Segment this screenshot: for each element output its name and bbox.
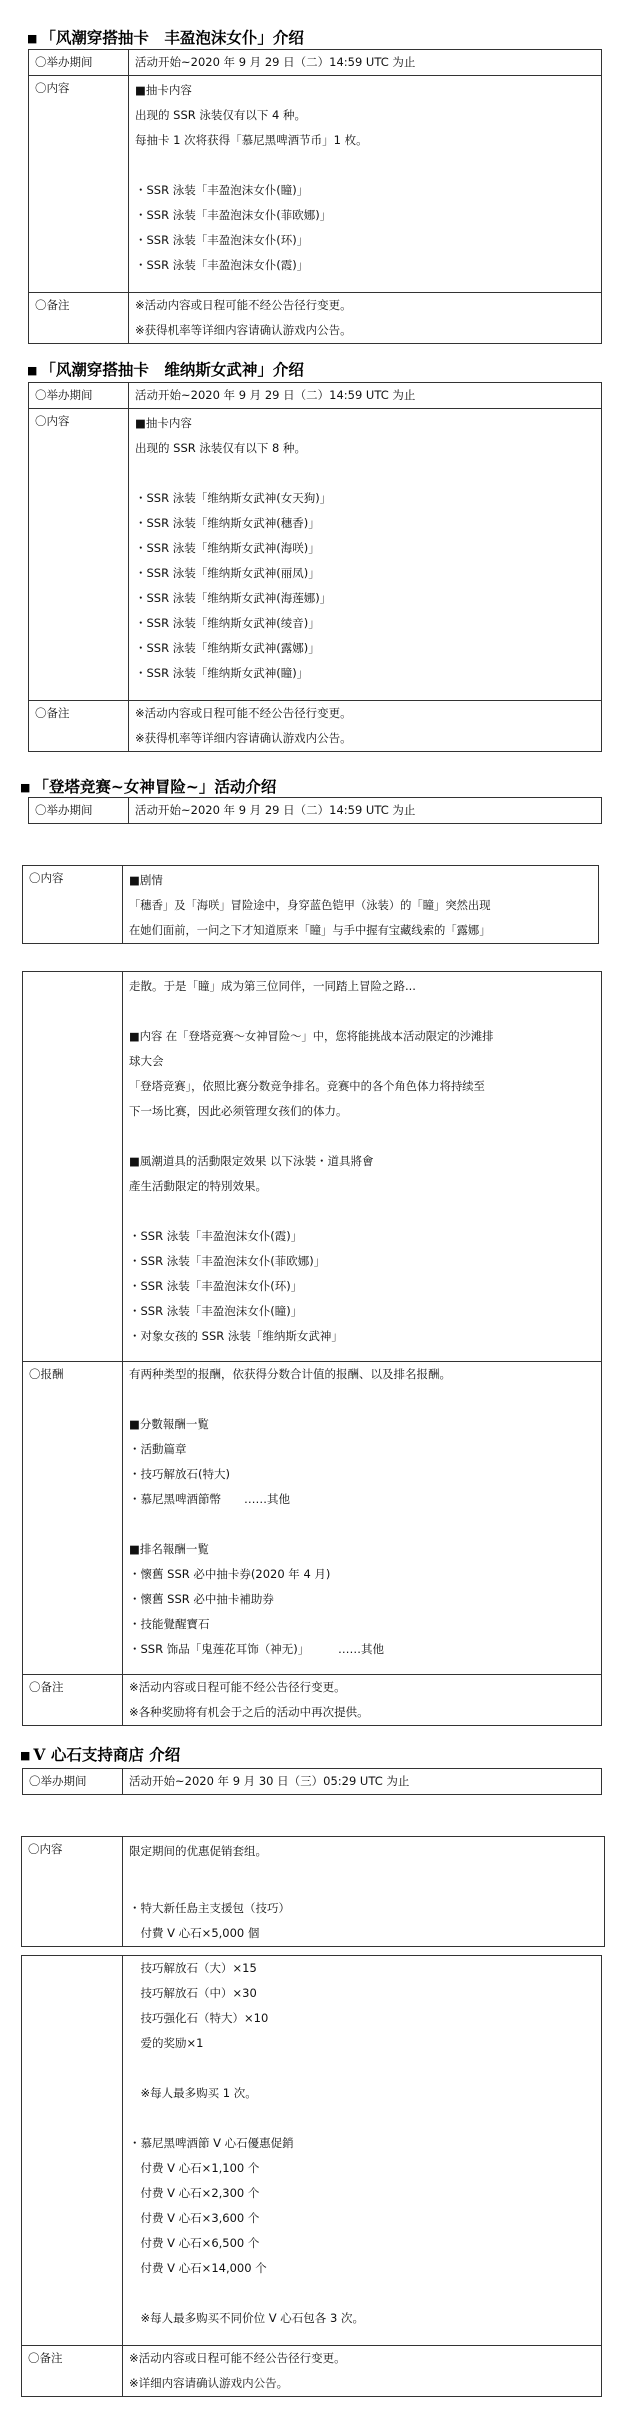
venus-gacha-table xyxy=(28,382,602,752)
table-row-content xyxy=(22,1837,605,1947)
content-cell: ■抽卡内容 出现的 SSR 泳装仅有以下 4 种。 每抽卡 1 次将获得「慕尼黑啤酒节币」1 枚。 ・SSR 泳装「丰盈泡沫女仆(瞳)」 ・SSR 泳装「丰盈泡沫女仆(菲欧娜)」 ・SSR 泳装「丰盈泡沫女仆(环)」 ・SSR 泳装「丰盈泡沫女仆(霞)」 xyxy=(129,76,602,293)
notes-label: 〇备注 xyxy=(22,2346,123,2397)
period-label: 〇举办期间 xyxy=(29,383,129,409)
v-stone-content-table-2 xyxy=(21,1955,602,2397)
content-label: 〇内容 xyxy=(29,409,129,701)
content-cell: 限定期间的优惠促销套组。 ・特大新任島主支援包（技巧） 付費 V 心石×5,000 個 xyxy=(123,1837,605,1947)
list-item: ・SSR 泳装「丰盈泡沫女仆(菲欧娜)」 xyxy=(129,1254,326,1268)
period-label: 〇举办期间 xyxy=(29,798,129,824)
list-item: ・SSR 泳装「维纳斯女武神(丽凤)」 xyxy=(135,566,320,580)
content-label: 〇内容 xyxy=(23,866,123,944)
list-item: ・SSR 泳装「维纳斯女武神(海咲)」 xyxy=(135,541,320,555)
list-item: ・SSR 泳装「丰盈泡沫女仆(霞)」 xyxy=(135,258,309,272)
list-item: ・SSR 泳装「维纳斯女武神(瞳)」 xyxy=(135,666,309,680)
list-item: ・SSR 泳装「维纳斯女武神(露娜)」 xyxy=(135,641,320,655)
table-row-notes xyxy=(22,2346,602,2397)
tower-race-content-table-1 xyxy=(22,865,599,944)
maid-gacha-table xyxy=(28,49,602,344)
content-label: 〇内容 xyxy=(22,1837,123,1947)
table-row-content xyxy=(23,866,599,944)
notes-label: 〇备注 xyxy=(29,701,129,752)
list-item: ・懷舊 SSR 必中抽卡補助券 xyxy=(129,1592,274,1606)
square-bullet-icon: ■ xyxy=(27,364,38,377)
list-item: ・SSR 泳装「维纳斯女武神(海莲娜)」 xyxy=(135,591,332,605)
table-row-content xyxy=(29,76,602,293)
section-heading-maid-gacha: ■ 「风潮穿搭抽卡 丰盈泡沫女仆」介绍 xyxy=(27,28,304,47)
table-row-notes xyxy=(29,701,602,752)
table-row-content xyxy=(29,409,602,701)
list-item: ・懷舊 SSR 必中抽卡券(2020 年 4 月) xyxy=(129,1567,331,1581)
period-value: 活动开始~2020 年 9 月 29 日（二）14:59 UTC 为止 xyxy=(129,383,602,409)
notes-label: 〇备注 xyxy=(23,1675,123,1726)
table-row-period xyxy=(29,383,602,409)
table-row-notes xyxy=(29,293,602,344)
period-value: 活动开始~2020 年 9 月 29 日（二）14:59 UTC 为止 xyxy=(129,50,602,76)
list-item: ・SSR 泳装「丰盈泡沫女仆(霞)」 xyxy=(129,1229,303,1243)
notes-cell: ※活动内容或日程可能不经公告径行变更。 ※详细内容请确认游戏内公告。 xyxy=(123,2346,602,2397)
list-item: ・SSR 饰品「鬼莲花耳饰（神无)」 ……其他 xyxy=(129,1642,384,1656)
square-bullet-icon: ■ xyxy=(27,32,38,45)
period-value: 活动开始~2020 年 9 月 30 日（三）05:29 UTC 为止 xyxy=(123,1769,602,1795)
square-bullet-icon: ■ xyxy=(20,781,31,794)
table-row-period xyxy=(29,798,602,824)
list-item: ・SSR 泳装「丰盈泡沫女仆(瞳)」 xyxy=(129,1304,303,1318)
period-value: 活动开始~2020 年 9 月 29 日（二）14:59 UTC 为止 xyxy=(129,798,602,824)
list-item: ・特大新任島主支援包（技巧） xyxy=(129,1901,290,1915)
section-heading-tower-race: ■ 「登塔竞赛~女神冒险~」活动介绍 xyxy=(20,777,277,796)
list-item: ・SSR 泳装「丰盈泡沫女仆(菲欧娜)」 xyxy=(135,208,332,222)
section-heading-v-stone-shop: ■ V 心石支持商店 介绍 xyxy=(20,1745,181,1764)
table-row-notes xyxy=(23,1675,602,1726)
table-row-content-continued xyxy=(23,972,602,1362)
tower-race-content-table-2 xyxy=(22,971,602,1726)
list-item: ・慕尼黑啤酒節 V 心石優惠促銷 xyxy=(129,2136,294,2150)
table-row-period xyxy=(23,1769,602,1795)
table-row-rewards xyxy=(23,1362,602,1675)
list-item: ・SSR 泳装「维纳斯女武神(绫音)」 xyxy=(135,616,320,630)
rewards-cell: 有两种类型的报酬，依获得分数合计值的报酬、以及排名报酬。 ■分數報酬一覧 ・活動篇章 ・技巧解放石(特大) ・慕尼黑啤酒節幣 ……其他 ■排名報酬一覧 ・懷舊 SSR 必中抽卡券(2020 年 4 月) ・懷舊 SSR 必中抽卡補助券 ・技能覺醒寶石 ・SSR 饰品「鬼莲花耳饰（神无)」 ……其他 xyxy=(123,1362,602,1675)
list-item: ・SSR 泳装「维纳斯女武神(女天狗)」 xyxy=(135,491,332,505)
notes-cell: ※活动内容或日程可能不经公告径行变更。 ※获得机率等详细内容请确认游戏内公告。 xyxy=(129,293,602,344)
list-item: ・技巧解放石(特大) xyxy=(129,1467,230,1481)
content-cell: 走散。于是「瞳」成为第三位同伴，一同踏上冒险之路... ■内容 在「登塔竞赛～女神冒险～」中，您将能挑战本活动限定的沙滩排 球大会 「登塔竞赛」，依照比赛分数竞争排名。竞赛中的各个角色体力将持续至 下一场比赛，因此必须管理女孩们的体力。 ■風潮道具的活動限定效果 以下泳裝・道具將會 產生活動限定的特別效果。 ・SSR 泳装「丰盈泡沫女仆(霞)」 ・SSR 泳装「丰盈泡沫女仆(菲欧娜)」 ・SSR 泳装「丰盈泡沫女仆(环)」 ・SSR 泳装「丰盈泡沫女仆(瞳)」 ・对象女孩的 SSR 泳装「维纳斯女武神」 xyxy=(123,972,602,1362)
list-item: ・慕尼黑啤酒節幣 ……其他 xyxy=(129,1492,290,1506)
content-cell: 技巧解放石（大）×15 技巧解放石（中）×30 技巧强化石（特大）×10 爱的奖励×1 ※每人最多购买 1 次。 ・慕尼黑啤酒節 V 心石優惠促銷 付费 V 心石×1,100 个 付费 V 心石×2,300 个 付费 V 心石×3,600 个 付费 V 心石×6,500 个 付费 V 心石×14,000 个 ※每人最多购买不同价位 V 心石包各 3 次。 xyxy=(123,1956,602,2346)
v-stone-period-table xyxy=(22,1768,602,1795)
list-item: ・活動篇章 xyxy=(129,1442,187,1456)
table-row-content-continued xyxy=(22,1956,602,2346)
list-item: ・技能覺醒寶石 xyxy=(129,1617,210,1631)
section-heading-venus-gacha: ■ 「风潮穿搭抽卡 维纳斯女武神」介绍 xyxy=(27,360,304,379)
v-stone-content-table-1 xyxy=(21,1836,605,1947)
content-cell: ■抽卡内容 出现的 SSR 泳装仅有以下 8 种。 ・SSR 泳装「维纳斯女武神(女天狗)」 ・SSR 泳装「维纳斯女武神(穗香)」 ・SSR 泳装「维纳斯女武神(海咲)」 ・SSR 泳装「维纳斯女武神(丽凤)」 ・SSR 泳装「维纳斯女武神(海莲娜)」 ・SSR 泳装「维纳斯女武神(绫音)」 ・SSR 泳装「维纳斯女武神(露娜)」 ・SSR 泳装「维纳斯女武神(瞳)」 xyxy=(129,409,602,701)
list-item: ・SSR 泳装「丰盈泡沫女仆(环)」 xyxy=(135,233,309,247)
table-row-period xyxy=(29,50,602,76)
list-item: ・SSR 泳装「丰盈泡沫女仆(瞳)」 xyxy=(135,183,309,197)
tower-race-period-table xyxy=(28,797,602,824)
period-label: 〇举办期间 xyxy=(29,50,129,76)
rewards-label: 〇报酬 xyxy=(23,1362,123,1675)
notes-cell: ※活动内容或日程可能不经公告径行变更。 ※各种奖励将有机会于之后的活动中再次提供。 xyxy=(123,1675,602,1726)
notes-label: 〇备注 xyxy=(29,293,129,344)
content-label: 〇内容 xyxy=(29,76,129,293)
content-cell: ■剧情 「穗香」及「海咲」冒险途中，身穿蓝色铠甲（泳装）的「瞳」突然出现 在她们面前，一问之下才知道原来「瞳」与手中握有宝藏线索的「露娜」 xyxy=(123,866,599,944)
list-item: ・SSR 泳装「维纳斯女武神(穗香)」 xyxy=(135,516,320,530)
period-label: 〇举办期间 xyxy=(23,1769,123,1795)
list-item: ・对象女孩的 SSR 泳装「维纳斯女武神」 xyxy=(129,1329,343,1343)
list-item: ・SSR 泳装「丰盈泡沫女仆(环)」 xyxy=(129,1279,303,1293)
notes-cell: ※活动内容或日程可能不经公告径行变更。 ※获得机率等详细内容请确认游戏内公告。 xyxy=(129,701,602,752)
square-bullet-icon: ■ xyxy=(20,1749,31,1762)
